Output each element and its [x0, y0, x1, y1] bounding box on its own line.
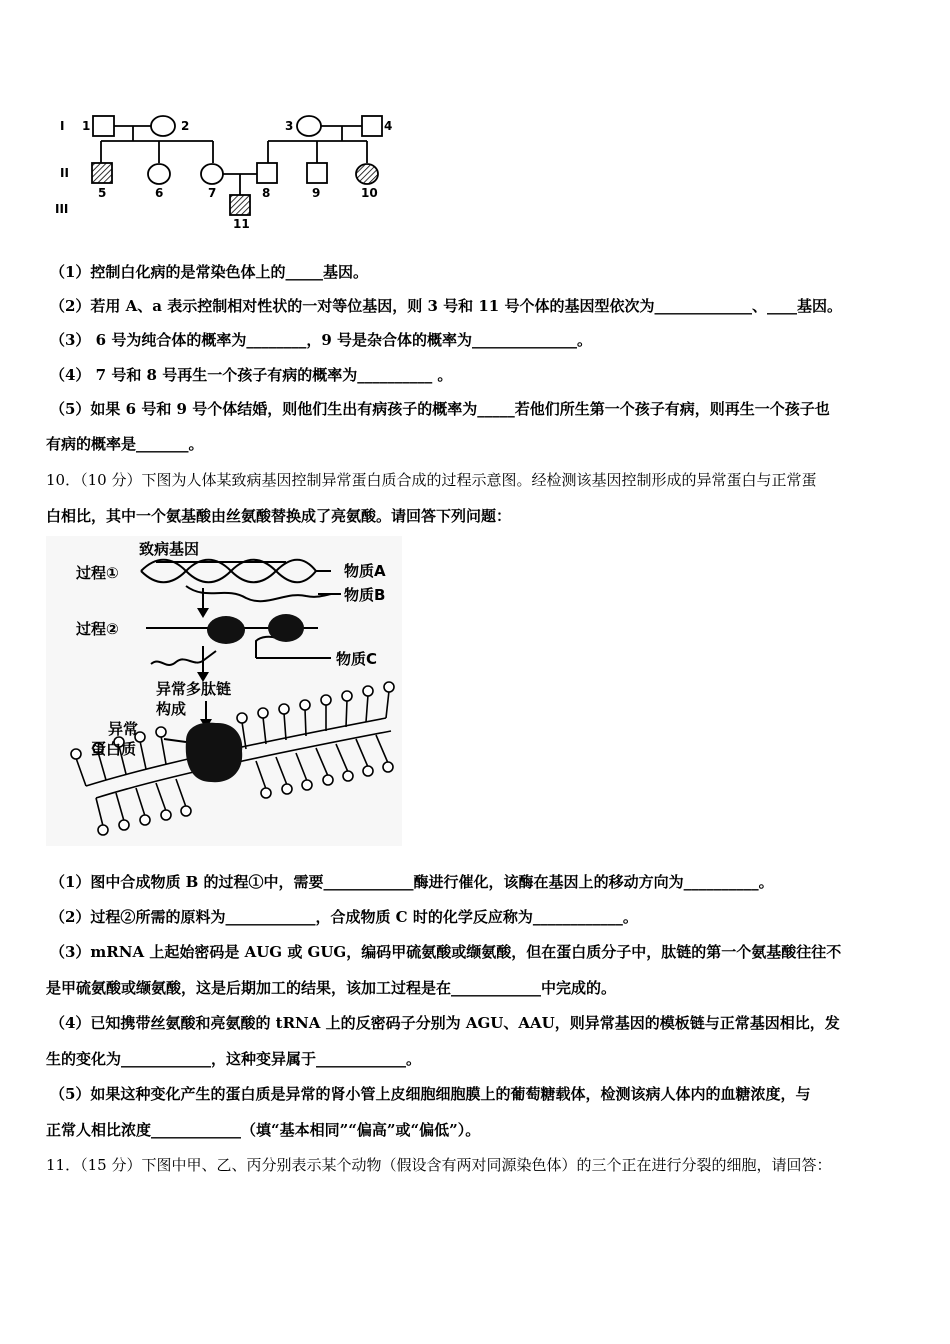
individual-1 — [93, 116, 114, 136]
label-process2: 过程② — [76, 620, 119, 638]
individual-number: 8 — [262, 186, 271, 200]
individual-number: 9 — [312, 186, 321, 200]
q9-sub3: （3） 6 号为纯合体的概率为________，9 号是杂合体的概率为______________。 — [50, 331, 592, 349]
generation-label: II — [60, 166, 69, 180]
label-protein: 异常 — [108, 720, 139, 738]
label-substance-b: 物质B — [344, 586, 386, 604]
q10-sub2: （2）过程②所需的原料为____________，合成物质 C 时的化学反应称为____________。 — [50, 908, 638, 926]
individual-11-affected — [230, 195, 250, 215]
individual-10-affected — [356, 164, 378, 184]
generation-label: III — [55, 202, 69, 216]
q10-sub5: （5）如果这种变化产生的蛋白质是异常的肾小管上皮细胞细胞膜上的葡萄糖载体，检测该病人体内的血糖浓度，与 — [50, 1085, 811, 1103]
individual-8 — [257, 163, 277, 183]
individual-number: 7 — [208, 186, 217, 200]
label-polypeptide: 异常多肽链 — [156, 680, 232, 698]
ribosome — [207, 616, 245, 644]
individual-6 — [148, 164, 170, 184]
q9-sub5: （5）如果 6 号和 9 号个体结婚，则他们生出有病孩子的概率为_____若他们所生第一个孩子有病，则再生一个孩子也 — [50, 400, 830, 418]
label-gene: 致病基因 — [139, 540, 200, 558]
q10-sub4-cont: 生的变化为____________，这种变异属于____________。 — [46, 1050, 422, 1068]
q9-sub4: （4） 7 号和 8 号再生一个孩子有病的概率为__________ 。 — [50, 366, 453, 384]
label-protein-2: 蛋白质 — [91, 740, 137, 758]
individual-number: 6 — [155, 186, 164, 200]
q10-sub3-cont: 是甲硫氨酸或缬氨酸，这是后期加工的结果，该加工过程是在____________中完成的。 — [46, 979, 617, 997]
label-polypeptide-formed: 构成 — [156, 700, 187, 718]
ribosome — [268, 614, 304, 642]
individual-number: 10 — [361, 186, 378, 200]
pedigree-chart — [55, 112, 400, 232]
q9-sub1: （1）控制白化病的是常染色体上的_____基因。 — [50, 263, 368, 281]
individual-3 — [297, 116, 321, 136]
q11-intro: 11．（15 分）下图中甲、乙、丙分别表示某个动物（假设含有两对同源染色体）的三个正在进行分裂的细胞，请回答： — [46, 1156, 832, 1174]
label-process1: 过程① — [76, 564, 119, 582]
individual-5-affected — [92, 163, 112, 183]
label-substance-c: 物质C — [336, 650, 378, 668]
individual-number: 2 — [181, 119, 190, 133]
individual-number: 11 — [233, 217, 250, 231]
q10-sub1: （1）图中合成物质 B 的过程①中，需要____________酶进行催化，该酶在基因上的移动方向为__________。 — [50, 873, 774, 891]
q10-sub3: （3）mRNA 上起始密码是 AUG 或 GUG，编码甲硫氨酸或缬氨酸，但在蛋白质分子中，肽链的第一个氨基酸往往不 — [50, 943, 842, 961]
individual-2 — [151, 116, 175, 136]
q9-sub2: （2）若用 A、a 表示控制相对性状的一对等位基因，则 3 号和 11 号个体的基因型依次为_____________、____基因。 — [50, 297, 842, 315]
individual-number: 1 — [82, 119, 91, 133]
gene-expression-figure — [46, 536, 402, 846]
q9-sub5-cont: 有病的概率是_______。 — [46, 435, 204, 453]
q10-sub4: （4）已知携带丝氨酸和亮氨酸的 tRNA 上的反密码子分别为 AGU、AAU，则异常基因的模板链与正常基因相比，发 — [50, 1014, 840, 1032]
q10-intro-cont: 白相比，其中一个氨基酸由丝氨酸替换成了亮氨酸。请回答下列问题： — [46, 507, 512, 525]
individual-number: 3 — [285, 119, 294, 133]
individual-number: 4 — [384, 119, 393, 133]
label-substance-a: 物质A — [344, 562, 386, 580]
individual-9 — [307, 163, 327, 183]
individual-7 — [201, 164, 223, 184]
q10-intro: 10．（10 分）下图为人体某致病基因控制异常蛋白质合成的过程示意图。经检测该基因控制形成的异常蛋白与正常蛋 — [46, 471, 817, 489]
q10-sub5-cont: 正常人相比浓度____________（填“基本相同”“偏高”或“偏低”）。 — [46, 1121, 481, 1139]
generation-label: I — [60, 119, 65, 133]
individual-4 — [362, 116, 382, 136]
individual-number: 5 — [98, 186, 107, 200]
abnormal-protein — [186, 723, 243, 783]
